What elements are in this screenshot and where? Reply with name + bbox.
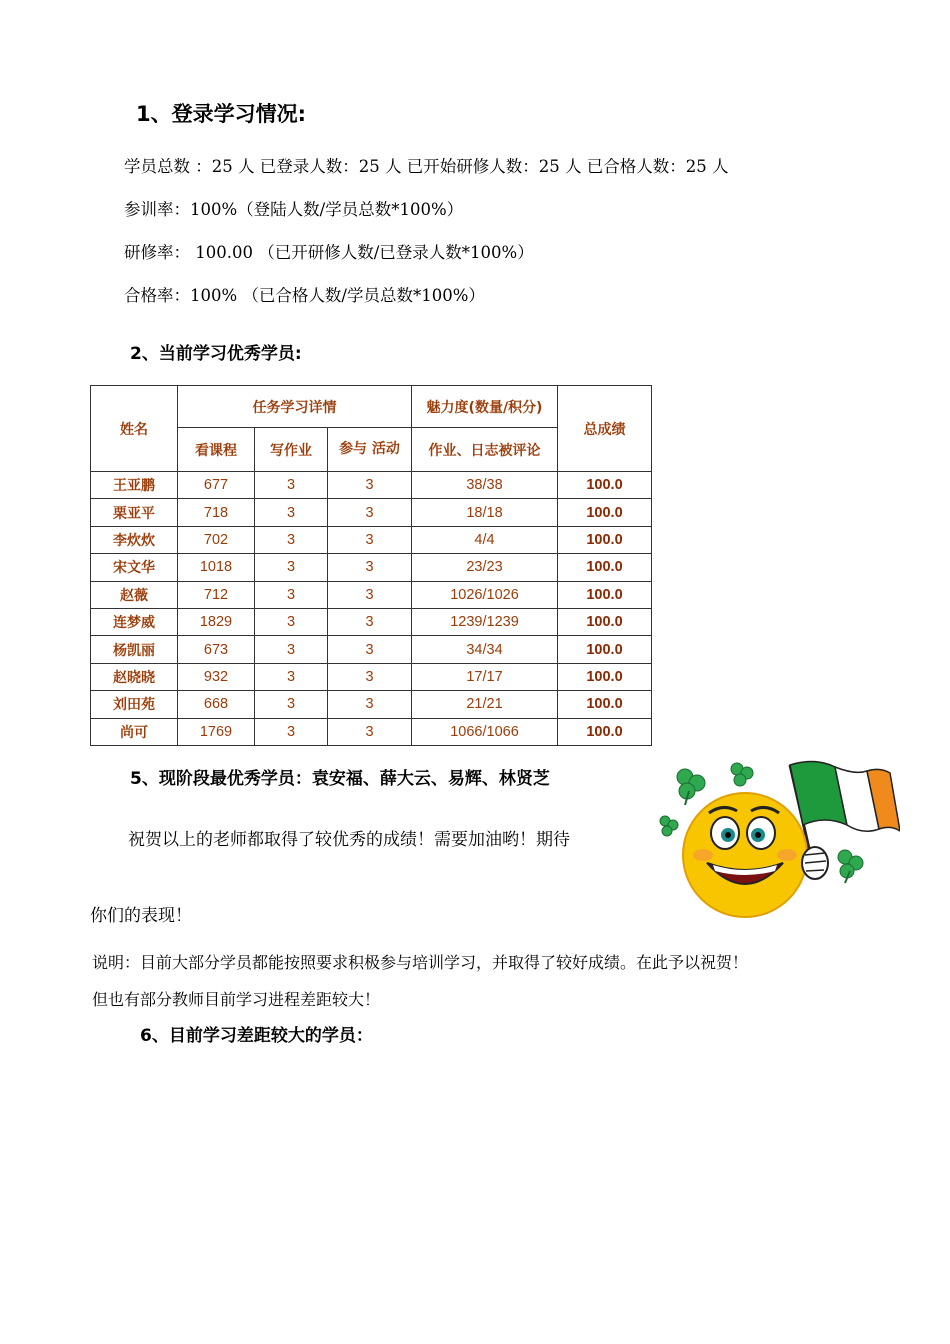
congrats-line-2: 你们的表现！ xyxy=(90,906,192,926)
irish-flag-icon xyxy=(790,761,900,831)
table-row xyxy=(91,526,652,553)
cell-homework: 3 xyxy=(255,636,328,663)
cell-name: 栗亚平 xyxy=(91,499,178,526)
section6-title: 6、目前学习差距较大的学员： xyxy=(140,1026,373,1046)
cell-name: 宋文华 xyxy=(91,554,178,581)
cell-total: 100.0 xyxy=(558,718,652,745)
section1-title: 1、登录学习情况: xyxy=(136,102,307,126)
cell-charm: 1026/1026 xyxy=(412,581,558,608)
cell-name: 李炊炊 xyxy=(91,526,178,553)
table-row xyxy=(91,608,652,635)
cell-total: 100.0 xyxy=(558,581,652,608)
cell-total: 100.0 xyxy=(558,526,652,553)
smiley-flag-clipart xyxy=(655,755,900,930)
hand-icon xyxy=(802,847,828,879)
cell-name: 杨凯丽 xyxy=(91,636,178,663)
header-course: 看课程 xyxy=(178,428,255,472)
shamrock-icon xyxy=(677,769,705,805)
cell-course: 932 xyxy=(178,663,255,690)
cell-activity: 3 xyxy=(328,581,412,608)
cell-course: 673 xyxy=(178,636,255,663)
note-line-2: 但也有部分教师目前学习进程差距较大！ xyxy=(92,990,381,1009)
cell-name: 王亚鹏 xyxy=(91,472,178,499)
header-homework: 写作业 xyxy=(255,428,328,472)
table-row xyxy=(91,663,652,690)
note-line-1: 说明：目前大部分学员都能按照要求积极参与培训学习，并取得了较好成绩。在此予以祝贺！ xyxy=(92,953,749,972)
cell-total: 100.0 xyxy=(558,608,652,635)
cell-activity: 3 xyxy=(328,691,412,718)
participation-rate-line: 参训率：100%（登陆人数/学员总数*100%） xyxy=(124,200,464,219)
cell-name: 刘田苑 xyxy=(91,691,178,718)
cell-charm: 21/21 xyxy=(412,691,558,718)
cell-activity: 3 xyxy=(328,663,412,690)
header-activity: 参与 活动 xyxy=(328,428,412,472)
congrats-line-1: 祝贺以上的老师都取得了较优秀的成绩！需要加油哟！期待 xyxy=(128,830,570,850)
login-stats-line: 学员总数 ：25 人 已登录人数：25 人 已开始研修人数：25 人 已合格人数：25 人 xyxy=(124,157,729,176)
cell-homework: 3 xyxy=(255,608,328,635)
cell-course: 677 xyxy=(178,472,255,499)
shamrock-icon xyxy=(838,850,863,883)
table-row xyxy=(91,718,652,745)
cell-charm: 1066/1066 xyxy=(412,718,558,745)
cell-course: 1769 xyxy=(178,718,255,745)
cell-homework: 3 xyxy=(255,718,328,745)
cell-homework: 3 xyxy=(255,663,328,690)
section5-title: 5、现阶段最优秀学员：袁安福、薛大云、易辉、林贤芝 xyxy=(130,769,550,789)
cell-activity: 3 xyxy=(328,526,412,553)
cell-charm: 18/18 xyxy=(412,499,558,526)
cell-total: 100.0 xyxy=(558,636,652,663)
cell-charm: 17/17 xyxy=(412,663,558,690)
cell-activity: 3 xyxy=(328,554,412,581)
cell-homework: 3 xyxy=(255,526,328,553)
cell-total: 100.0 xyxy=(558,691,652,718)
cell-course: 668 xyxy=(178,691,255,718)
table-row xyxy=(91,691,652,718)
header-comments: 作业、日志被评论 xyxy=(412,428,558,472)
cell-course: 702 xyxy=(178,526,255,553)
cell-homework: 3 xyxy=(255,499,328,526)
table-row xyxy=(91,581,652,608)
cell-homework: 3 xyxy=(255,581,328,608)
shamrock-icon xyxy=(731,763,753,786)
pass-rate-line: 合格率：100% （已合格人数/学员总数*100%） xyxy=(124,286,485,305)
cell-total: 100.0 xyxy=(558,554,652,581)
cell-total: 100.0 xyxy=(558,472,652,499)
study-rate-line: 研修率： 100.00 （已开研修人数/已登录人数*100%） xyxy=(124,243,534,262)
table-row xyxy=(91,499,652,526)
cell-homework: 3 xyxy=(255,554,328,581)
header-total: 总成绩 xyxy=(558,386,652,472)
cell-charm: 4/4 xyxy=(412,526,558,553)
cell-charm: 1239/1239 xyxy=(412,608,558,635)
table-row xyxy=(91,472,652,499)
excellent-students-table xyxy=(90,385,652,746)
cell-activity: 3 xyxy=(328,608,412,635)
cell-name: 赵晓晓 xyxy=(91,663,178,690)
table-row xyxy=(91,636,652,663)
smiley-face-icon xyxy=(683,793,807,917)
cell-course: 1829 xyxy=(178,608,255,635)
cell-charm: 23/23 xyxy=(412,554,558,581)
cell-name: 尚可 xyxy=(91,718,178,745)
cell-name: 赵薇 xyxy=(91,581,178,608)
cell-charm: 34/34 xyxy=(412,636,558,663)
cell-activity: 3 xyxy=(328,718,412,745)
header-charm: 魅力度(数量/积分) xyxy=(412,386,558,428)
cell-total: 100.0 xyxy=(558,499,652,526)
cell-charm: 38/38 xyxy=(412,472,558,499)
cell-total: 100.0 xyxy=(558,663,652,690)
cell-activity: 3 xyxy=(328,636,412,663)
table-row xyxy=(91,554,652,581)
shamrock-icon xyxy=(660,816,678,836)
cell-course: 712 xyxy=(178,581,255,608)
cell-name: 连梦威 xyxy=(91,608,178,635)
cell-activity: 3 xyxy=(328,472,412,499)
cell-course: 718 xyxy=(178,499,255,526)
cell-activity: 3 xyxy=(328,499,412,526)
cell-homework: 3 xyxy=(255,691,328,718)
cell-course: 1018 xyxy=(178,554,255,581)
section2-title: 2、当前学习优秀学员: xyxy=(130,344,302,364)
cell-homework: 3 xyxy=(255,472,328,499)
header-task-details: 任务学习详情 xyxy=(178,386,412,428)
header-name: 姓名 xyxy=(91,386,178,472)
